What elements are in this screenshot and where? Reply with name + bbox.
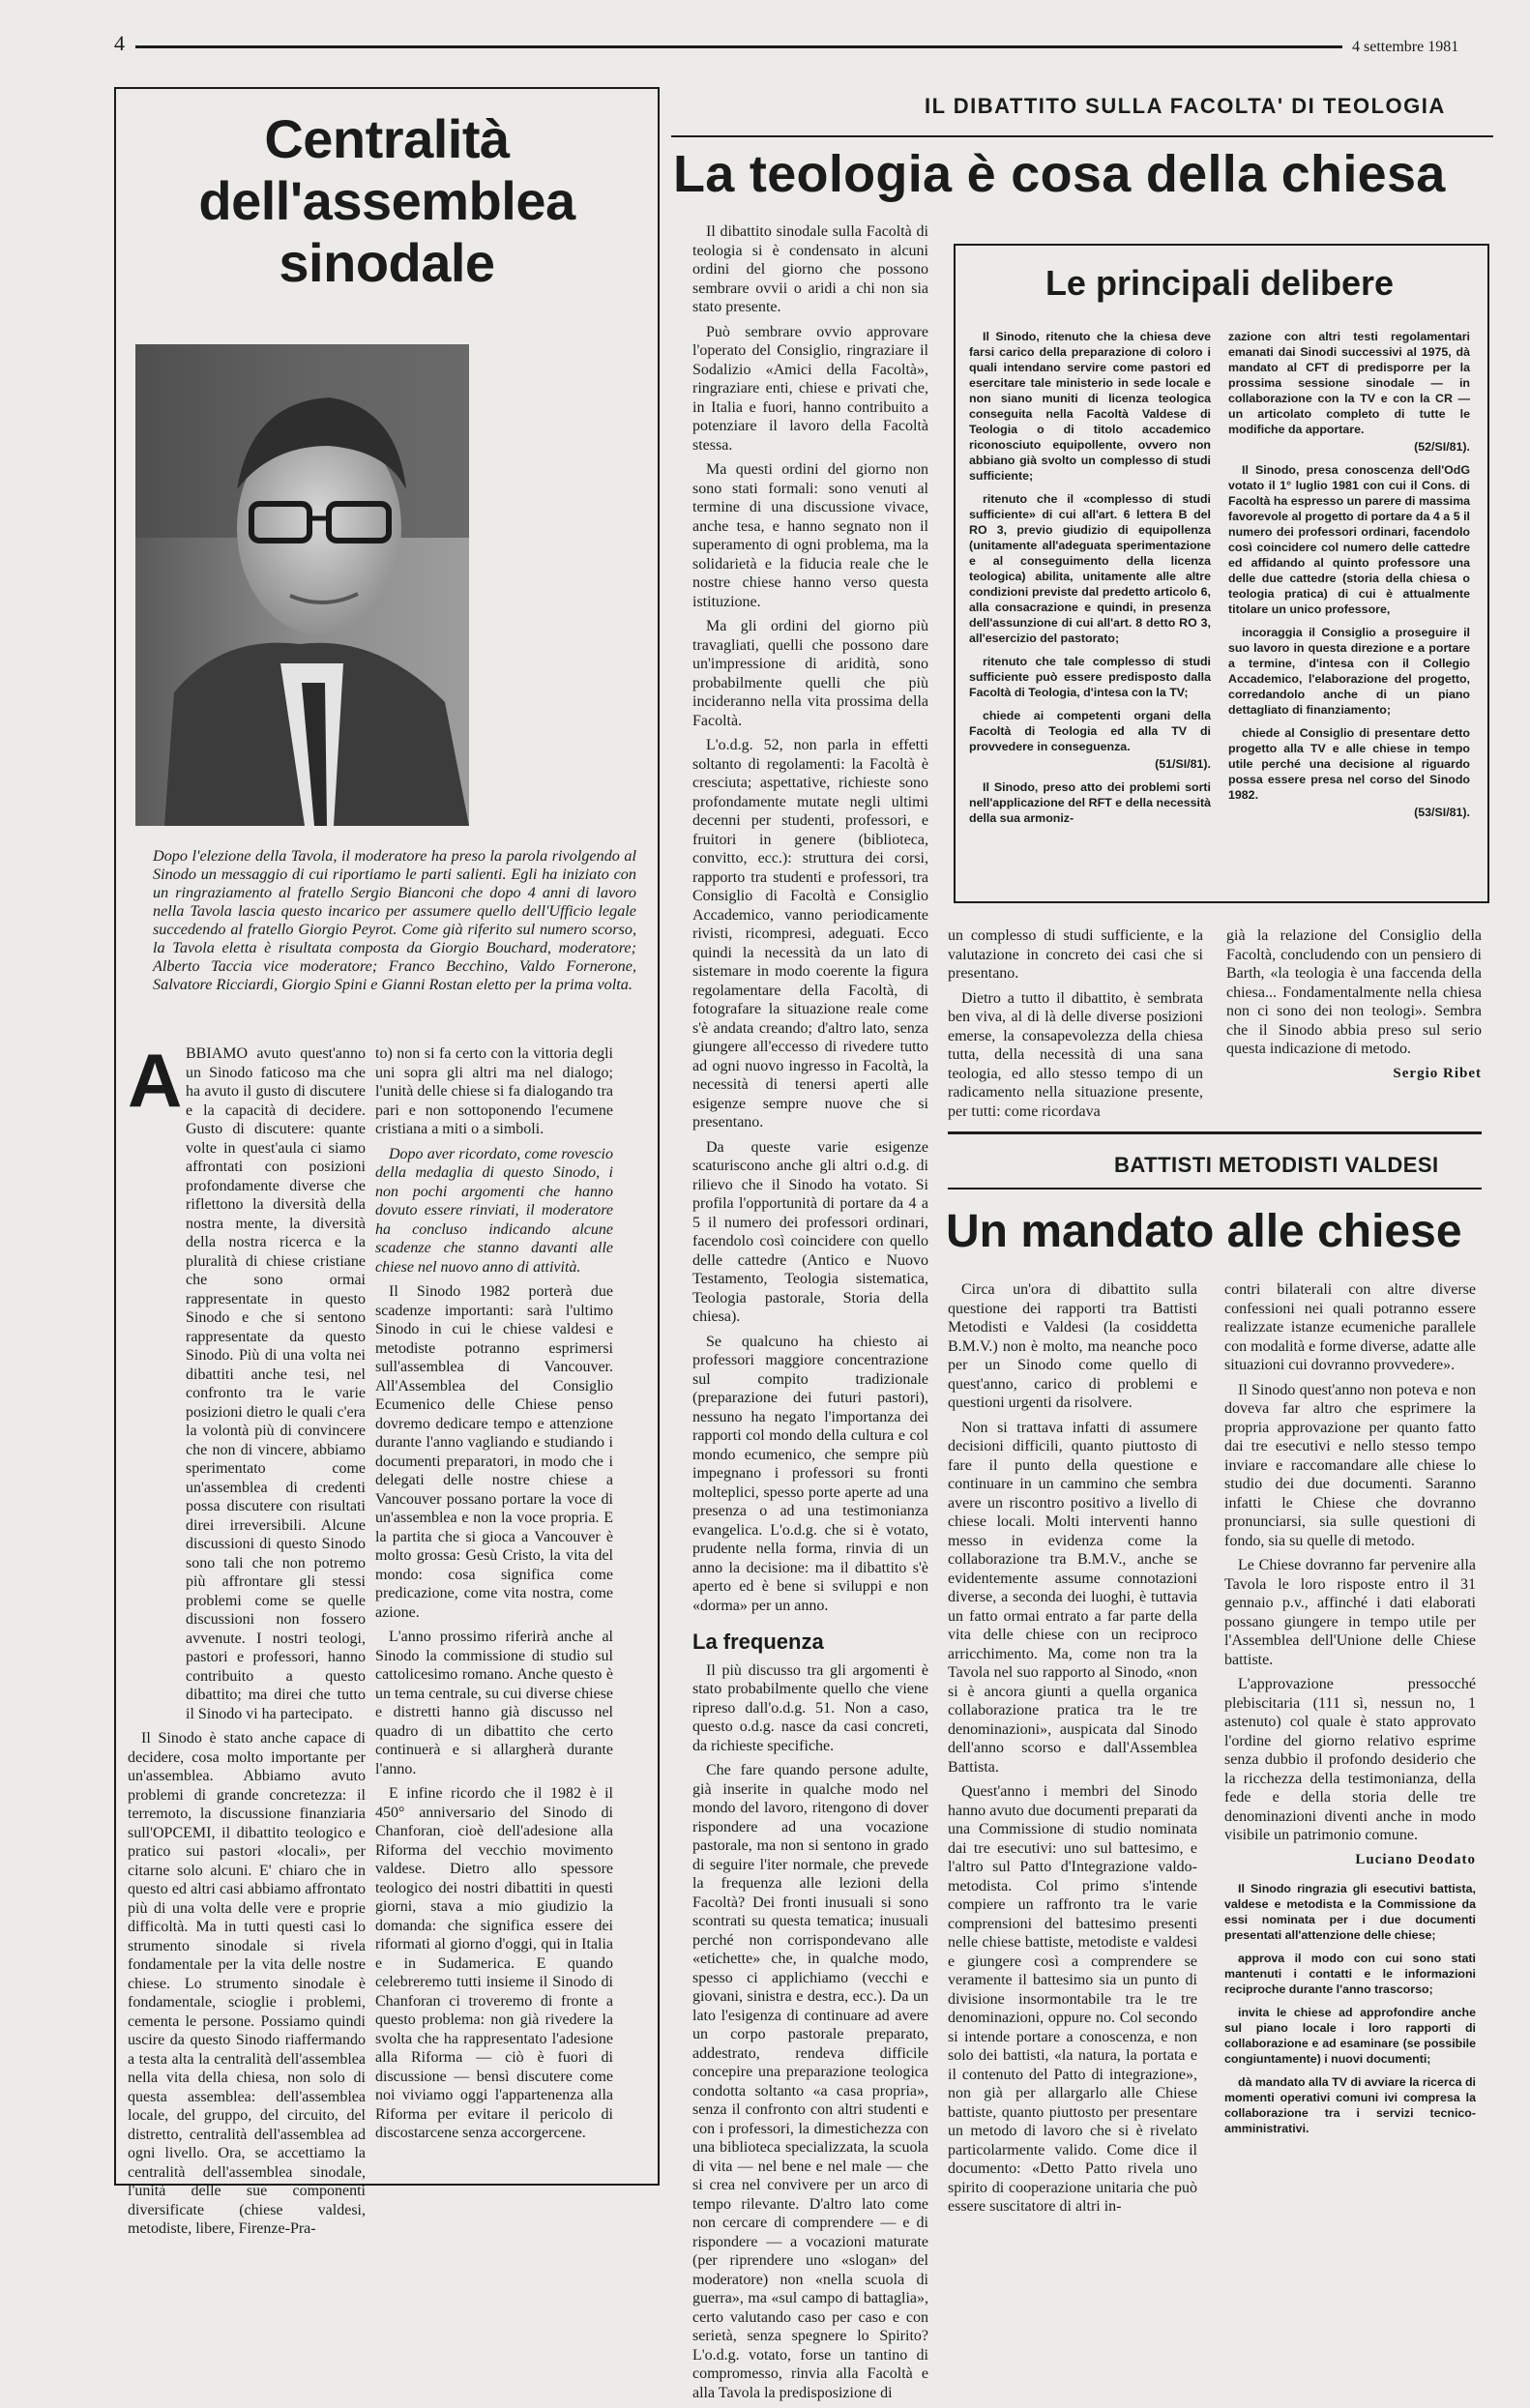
left-col1-para-2: Il Sinodo è stato anche capace di decidere, cosa molto importante per un'assemblea. Abbiamo avuto problemi di grande concretezza: il terremoto, la discussione finanziaria sull'OPCEMI, il dibattito teologico e pratico sui pastori «locali», per citarne solo alcuni. E' chiaro che in questo ed altri casi abbiamo affrontato più di una volta delle vere e proprie difficoltà. Ma in tutti questi casi lo strumento sinodale si rivela fondamentale per la vita delle nostre chiese. Lo strumento sinodale è fondamentale, scioglie i problemi, cementa le persone. Possiamo quindi uscire da questo Sinodo riaffermando a testa alta la centralità dell'assemblea nella vita della chiesa, non solo di questa assemblea: dell'assemblea locale, del gruppo, del circuito, del distretto, centralità dell'assemblea ad ogni livello. Ora, se accettiamo la centralità dell'assemblea sinodale, l'unità delle sue componenti diversificate (chiese valdesi, metodiste, libere, Firenze-Pra- [128, 1730, 366, 2237]
theology-signature: Sergio Ribet [1393, 1065, 1482, 1081]
baptists-col2-para-3: Le Chiese dovranno far pervenire alla Tavola le loro risposte entro il 31 gennaio p.v., affinché i dati elaborati possano giungere in tempo utile per l'Assemblea dell'Unione delle Chiese battiste. [1224, 1557, 1476, 1668]
theology-col1-para-4: Ma gli ordini del giorno più travagliati, quelli che possono dare un'impressione di aridità, sono probabilmente quelli che più incideranno nella vita prossima della Facoltà. [692, 618, 928, 729]
theology-col1-para-7: Se qualcuno ha chiesto ai professori maggiore concentrazione sul compito tradizionale (preparazione dei futuri pastori), nessuno ha negato l'importanza dei rapporti col mondo della cultura e col mondo ecumenico, che sempre più impegnano i professori su fronti molteplici, spesso porte aperte ad una presenza o ad una testimonianza evangelica. L'o.d.g. che si è votato, prudente nella forma, rinvia di un anno la decisione: ma il dibattito s'è aperto ed è bene si sviluppi e non «dorma» per un anno. [692, 1333, 928, 1614]
theology-col2-para-2: Dietro a tutto il dibattito, è sembrata ben viva, al di là delle diverse posizioni emerse, la consapevolezza della chiesa tutta, della necessità di una sana teologia, ed allo stesso tempo di un radicamento nella situazione presente, per tutti: come ricordava [948, 989, 1203, 1120]
baptists-kicker: BATTISTI METODISTI VALDESI [1114, 1153, 1439, 1177]
drop-cap: A [128, 1038, 183, 1123]
theology-col1-para-3: Ma questi ordini del giorno non sono stati formali: sono venuti al termine di una discussione vivace, anche tesa, e hanno segnato non il superamento di ogni problema, ma la solidarietà e la fiducia reale che le nostre chiese hanno verso questa istituzione. [692, 461, 928, 610]
header-rule [135, 45, 1342, 48]
theology-subhead: La frequenza [692, 1630, 824, 1654]
baptists-kicker-rule [948, 1188, 1482, 1189]
delibere-col2-para-2: incoraggia il Consiglio a proseguire il suo lavoro in questa direzione e a portare a termine, d'intesa con il Collegio Accademico, l'elaborazione del progetto, corredandolo anche di un piano dettagliato di finanziamento; [1228, 626, 1470, 717]
left-col2-italic: Dopo aver ricordato, come rovescio della medaglia di questo Sinodo, i non pochi argomenti che hanno dovuto essere rinviati, il moderatore ha concluso indicando alcune scadenze che stanno davanti alle chiese nel nuovo anno di attività. [375, 1145, 613, 1276]
theology-col1b-para-1: Il più discusso tra gli argomenti è stato probabilmente quello che viene ripreso dall'o.d.g. 51. Non a caso, questo o.d.g. nasce da casi concreti, da richieste specifiche. [692, 1661, 928, 1754]
theology-col1-para-5: L'o.d.g. 52, non parla in effetti soltanto di regolamenti: la Facoltà è cresciuta; aspettative, richieste sono profondamente mutate negli ultimi decenni per studenti, professori, e fruitori in genere (biblioteca, convitto, ecc.): struttura dei corsi, rapporto tra studenti e professori, tra Consiglio di Facoltà e Consiglio Accademico, vanno periodicamente rivisti, ricompresi, adeguati. Ecco quindi la necessità da un lato di sistemare in modo coerente la figura regolamentare della Facoltà, di fotografare la situazione reale come s'è andata creando; d'altro lato, senza giungere all'eccesso di rivedere tutto ad ogni nuovo ingresso in Facoltà, la necessità di tenersi aperti alle esigenze sempre nuove che si presentano. [692, 737, 928, 1131]
delibere-col1-para-3: ritenuto che tale complesso di studi sufficiente può essere predisposto dalla Facoltà di Teologia, d'intesa con la TV; [969, 655, 1211, 699]
theology-col3 [1226, 926, 1482, 1083]
left-col2-intro: to) non si fa certo con la vittoria degli uni sopra gli altri ma nel dialogo; l'unità delle chiese si fa dialogando tra pari e non sottoponendo l'ecumene cristiana a miti o a simboli. [375, 1045, 613, 1137]
delibere-col1b: Il Sinodo, preso atto dei problemi sorti nell'applicazione del RFT e della necessità della sua armoniz- [969, 780, 1211, 825]
theology-col1b-para-2: Che fare quando persone adulte, già inserite in qualche modo nel mondo del lavoro, ritengono di dover rispondere ad una vocazione pastorale, ma non si sentono in grado di seguire l'iter normale, che prevede la frequenza alle lezioni della Facoltà? Dei fronti inusuali si sono scontrati su questa tematica; inusuali perché non corrispondevano alle «etichette» che, in qualche modo, spesso ci applichiamo (vecchi e giovani, sinistra e destra, ecc.). Da un lato l'esigenza di continuare ad avere un corpo pastorale preparato, addestrato, rendeva difficile concepire una preparazione teologica condotta soltanto «a casa propria», senza il confronto con altri studenti e con i professori, la dimestichezza con una biblioteca specializzata, la scuola di vita — nel bene e nel male — che si crea nel convivere per un arco di tempo rilevante. D'altro lato come non cercare di comprendere — e di rispondere — a vocazioni maturate (per riprendere uno «slogan» del moderatore) non «nella scuola di guerra», ma «sul campo di battaglia», certo valutando caso per caso e con serietà, senza spegnere lo Spirito? L'o.d.g. votato, forse un tantino di compromesso, rinvia alla Facoltà e alla Tavola la predisposizione di [692, 1762, 928, 2401]
theology-title: La teologia è cosa della chiesa [673, 145, 1446, 203]
delibere-col2a: zazione con altri testi regolamentari emanati dai Sinodi successivi al 1975, dà mandato al CFT di predisporre per la prossima sessione sinodale — in collaborazione con la TV e con la CR — un articolato completo di tutte le modifiche da apportare. [1228, 330, 1470, 436]
delibere-ref-52: (52/SI/81). [1414, 440, 1470, 454]
portrait-photo [135, 344, 469, 826]
theology-col2 [948, 926, 1203, 1127]
delibere-ref-51: (51/SI/81). [1155, 757, 1211, 771]
theology-col3-para: già la relazione del Consiglio della Facoltà, concludendo con un pensiero di Barth, «la teologia è una faccenda della chiesa... Fondamentalmente nella chiesa non ci sono dei non teologi». Sembra che il Sinodo abbia preso sul serio questa indicazione di metodo. [1226, 927, 1482, 1057]
delibere-col1-para-2: ritenuto che il «complesso di studi sufficiente» di cui all'art. 6 lettera B del RO 3, previo giudizio di equipollenza (unitamente all'adeguata sperimentazione e al conseguimento della licenza teologica) abilita, unitamente alle altre condizioni previste dal predetto articolo 6, alla consacrazione e quindi, in presenza dell'assunzione di cui all'art. 8 detto RO 3, all'esercizio del pastorato; [969, 492, 1211, 645]
page-number: 4 [114, 31, 125, 55]
left-article-col1 [128, 1038, 366, 2245]
baptists-title: Un mandato alle chiese [946, 1206, 1462, 1257]
baptists-col1-para-1: Circa un'ora di dibattito sulla questione dei rapporti tra Battisti Metodisti e Valdesi (la cosiddetta B.M.V.) non è molto, ma neanche poco per un Sinodo come quello di quest'anno, carico di problemi e questioni urgenti da risolvere. [948, 1281, 1197, 1411]
delibere-col1-para-4: chiede ai competenti organi della Facoltà di Teologia ed alla TV di provvedere in conseguenza. [969, 709, 1211, 753]
theology-col1-para-1: Il dibattito sinodale sulla Facoltà di teologia si è condensato in alcuni ordini del giorno che possono sembrare ovvii o aridi a chi non sia stato presente. [692, 223, 928, 315]
delibere-col2-para-3: chiede al Consiglio di presentare detto progetto alla TV e alle chiese in tempo utile perché una decisione al riguardo possa essere presa nel corso del Sinodo 1982. [1228, 726, 1470, 802]
theology-col1-para-6: Da queste varie esigenze scaturiscono anche gli altri o.d.g. di rilievo che il Sinodo ha votato. Si profila l'opportunità di portare da 4 a 5 il numero dei professori ordinari, facendolo così coincidere con quello delle cattedre (Antico e Nuovo Testamento, Teologia sistematica, Teologia pastorale, Storia della chiesa). [692, 1138, 928, 1325]
delibere-col1 [969, 329, 1211, 834]
left-article-title: Centralità dell'assemblea sinodale [198, 108, 575, 293]
baptists-resolution-4: dà mandato alla TV di avviare la ricerca di momenti operativi comuni ivi compresa la collaborazione tra i servizi tecnico-amministrativi. [1224, 2075, 1476, 2135]
theology-col1-para-2: Può sembrare ovvio approvare l'operato del Consiglio, ringraziare il Sodalizio «Amici della Facoltà», ringraziare enti, chiese e privati che, in Italia e fuori, hanno contribuito a potenziare il lavoro della Facoltà stessa. [692, 323, 928, 454]
left-col1-para-1: BBIAMO avuto quest'anno un Sinodo faticoso ma che ha avuto il gusto di discutere e la capacità di decidere. Gusto di discutere: quante volte in quest'aula ci siamo affrontati con posizioni profondamente diverse che riflettono la diversità della nostra mente, la diversità della nostra ricerca e la pluralità di chiese cristiane che sono ormai rappresentate in questo Sinodo e che si sentono rappresentate da questo Sinodo. Più di una volta nei dibattiti anche tesi, nel confronto tra le varie posizioni dietro le quali c'era la volontà più di convincere che non di vincere, abbiamo sperimentato come un'assemblea di credenti possa discutere con risultati direi irreversibili. Alcune discussioni di questo Sinodo sono tali che non potremo più affrontare gli stessi problemi come se quelle discussioni non fossero avvenute. I nostri teologi, pastori e professori, hanno contribuito a questo dibattito; ma direi che tutto il Sinodo vi ha partecipato. [186, 1045, 366, 1722]
left-col2-para-3: E infine ricordo che il 1982 è il 450° anniversario del Sinodo di Chanforan, cioè dell'adesione alla Riforma del vecchio movimento valdese. Dietro allo spessore teologico dei nostri dibattiti in questi giorni, stava a mio giudizio la domanda: che significa essere dei riformati al giorno d'oggi, qui in Italia e in Sudamerica. E quando celebreremo tutti insieme il Sinodo di Chanforan ci troveremo di fronte a questo problema: non già rivedere la svolta che ha rappresentato l'adesione alla Riforma — ciò è fuori di discussione — bensì discutere come noi viviamo oggi l'appartenenza alla Riforma per evitare il pericolo di discostarcene senza accorgercene. [375, 1785, 613, 2141]
delibere-col1-para-1: Il Sinodo, ritenuto che la chiesa deve farsi carico della preparazione di coloro i quali intendano servire come pastori ed esercitare tale ministerio in sede locale e non siano muniti di licenza teologica conseguita nella Facoltà Valdese di Teologia o di titolo accademico riconosciuto equipollente, ovvero non abbiano già svolto un complesso di studi sufficiente; [969, 330, 1211, 483]
baptists-col2-para-1: contri bilaterali con altre diverse confessioni nei quali potranno essere realizzate istanze ecumeniche parallele con modalità e forme diverse, adatte alle situazioni cui dovranno provvedere». [1224, 1281, 1476, 1373]
baptists-col2-para-4: L'approvazione pressocché plebiscitaria (111 sì, nessun no, 1 astenuto) col quale è stato approvato l'ordine del giorno relativo esprime senza dubbio il profondo desiderio che la ricchezza della testimonianza, della fede e della storia delle tre denominazioni diventi anche in modo visibile un patrimonio comune. [1224, 1676, 1476, 1843]
baptists-col2-para-2: Il Sinodo quest'anno non poteva e non doveva far altro che esprimere la propria approvazione per quanto fatto dai tre esecutivi e nello stesso tempo inviare e raccomandare alle chiese lo studio dei due documenti. Saranno infatti le Chiese che dovranno pronunciarsi, sia sulle questioni di fondo, sia su quelle di metodo. [1224, 1381, 1476, 1549]
left-col2-para-1: Il Sinodo 1982 porterà due scadenze importanti: sarà l'ultimo Sinodo in cui le chiese valdesi e metodiste potranno esprimersi sull'assemblea di Vancouver. All'Assemblea del Consiglio Ecumenico delle Chiese penso dovremo dedicare tempo e attenzione durante l'anno vagliando e studiando i documenti preparatori, in modo che i delegati delle nostre chiese a Vancouver possano portare la voce di un'assemblea e non la voce propria. E la partita che si gioca a Vancouver è molto grossa: Gesù Cristo, la vita del mondo: cosa significa come predicazione, come vita nostra, come azione. [375, 1283, 613, 1621]
delibere-col2 [1228, 329, 1470, 828]
left-article-caption: Dopo l'elezione della Tavola, il moderatore ha preso la parola rivolgendo al Sinodo un messaggio di cui riportiamo le parti salienti. Egli ha iniziato con un ringraziamento al fratello Sergio Bianconi che dopo 4 anni di lavoro nella Tavola lascia questo incarico per assumere quello dell'Ufficio legale succedendo al fratello Giorgio Peyrot. Come già riferito sul numero scorso, la Tavola eletta è risultata composta da Giorgio Bouchard, moderatore; Alberto Taccia vice moderatore; Franco Becchino, Valdo Fornerone, Salvatore Ricciardi, Giorgio Spini e Gianni Rostan eletto per la prima volta. [153, 847, 636, 993]
theology-kicker: IL DIBATTITO SULLA FACOLTA' DI TEOLOGIA [925, 94, 1446, 118]
baptists-col2 [1224, 1280, 1476, 2144]
baptists-resolution-2: approva il modo con cui sono stati mantenuti i contatti e le informazioni reciproche durante l'anno trascorso; [1224, 1952, 1476, 1996]
delibere-ref-53: (53/SI/81). [1414, 806, 1470, 819]
left-col2-para-2: L'anno prossimo riferirà anche al Sinodo la commissione di studio sul cattolicesimo romano. Anche questo è un tema centrale, su cui diverse chiese e distretti hanno già discusso nel quadro di un dibattito che certo continuerà e si allargherà durante l'anno. [375, 1629, 613, 1777]
baptists-resolution [1224, 1881, 1476, 2136]
page-date: 4 settembre 1981 [1352, 39, 1459, 55]
theology-kicker-rule [671, 135, 1493, 137]
delibere-title: Le principali delibere [1045, 263, 1395, 303]
baptists-resolution-3: invita le chiese ad approfondire anche sul piano locale i loro rapporti di collaborazione e ad esaminare (se possibile congiuntamente) i nuovi documenti; [1224, 2006, 1476, 2066]
theology-col1 [692, 222, 928, 2408]
delibere-col2-para-1: Il Sinodo, presa conoscenza dell'OdG votato il 1° luglio 1981 con cui il Cons. di Facoltà ha espresso un parere di massima favorevole al progetto di portare da 4 a 5 il numero dei professori ordinari, facendolo così coincidere col numero delle cattedre ed affidando al quinto professore una delle due cattedre (storia della chiesa o teologia pratica) di cui è attualmente titolare un unico professore, [1228, 463, 1470, 616]
baptists-top-rule [948, 1131, 1482, 1134]
baptists-resolution-1: Il Sinodo ringrazia gli esecutivi battista, valdese e metodista e la Commissione da essi nominata per i due documenti presentati all'attenzione delle chiese; [1224, 1882, 1476, 1942]
left-article-col2 [375, 1044, 613, 2149]
baptists-col1-para-3: Quest'anno i membri del Sinodo hanno avuto due documenti preparati da una Commissione di studio nominata dai tre esecutivi: uno sul battesimo, e l'altro sul Patto d'Integrazione valdo-metodista. Col primo s'intende compiere un raffronto tra le varie comprensioni del battesimo presenti nelle chiese battiste, metodiste e valdesi e giungere così a comprendere se veramente il battesimo sia un punto di divisione insormontabile tra le tre denominazioni, oppure no. Col secondo si intende portare a conoscenza, e non solo dei battisti, «la natura, la portata e il contenuto del Patto di integrazione», non già per allargarlo alle Chiese battiste, quanto piuttosto per presentare un metodo di lavoro che si è rivelato particolarmente valido. Come dice il documento: «Detto Patto rivela uno spirito di cooperazione unitaria che può essere suscitatore di altri in- [948, 1783, 1197, 2215]
baptists-col1-para-2: Non si trattava infatti di assumere decisioni difficili, quanto piuttosto di fare il punto della questione e continuare in un cammino che sembra avere un riscontro positivo a livello di chiese locali. Molti interventi hanno messo in evidenza come la collaborazione tra B.M.V., anche se evidentemente assume connotazioni diverse, a seconda dei luoghi, è tuttavia un fatto ormai entrato a far parte della vita delle chiese con un reciproco arricchimento. Ma, come non tra la Tavola nel suo rapporto al Sinodo, «non si è ancora giunti a quella organica collaborazione pratica tra le tre denominazioni», auspicata dal Sinodo dell'anno scorso e dall'Assemblea Battista. [948, 1419, 1197, 1776]
baptists-col1 [948, 1280, 1197, 2222]
baptists-signature: Luciano Deodato [1355, 1851, 1476, 1867]
portrait-image [135, 344, 469, 826]
theology-col2-para-1: un complesso di studi sufficiente, e la valutazione in concreto dei casi che si presentano. [948, 927, 1203, 982]
